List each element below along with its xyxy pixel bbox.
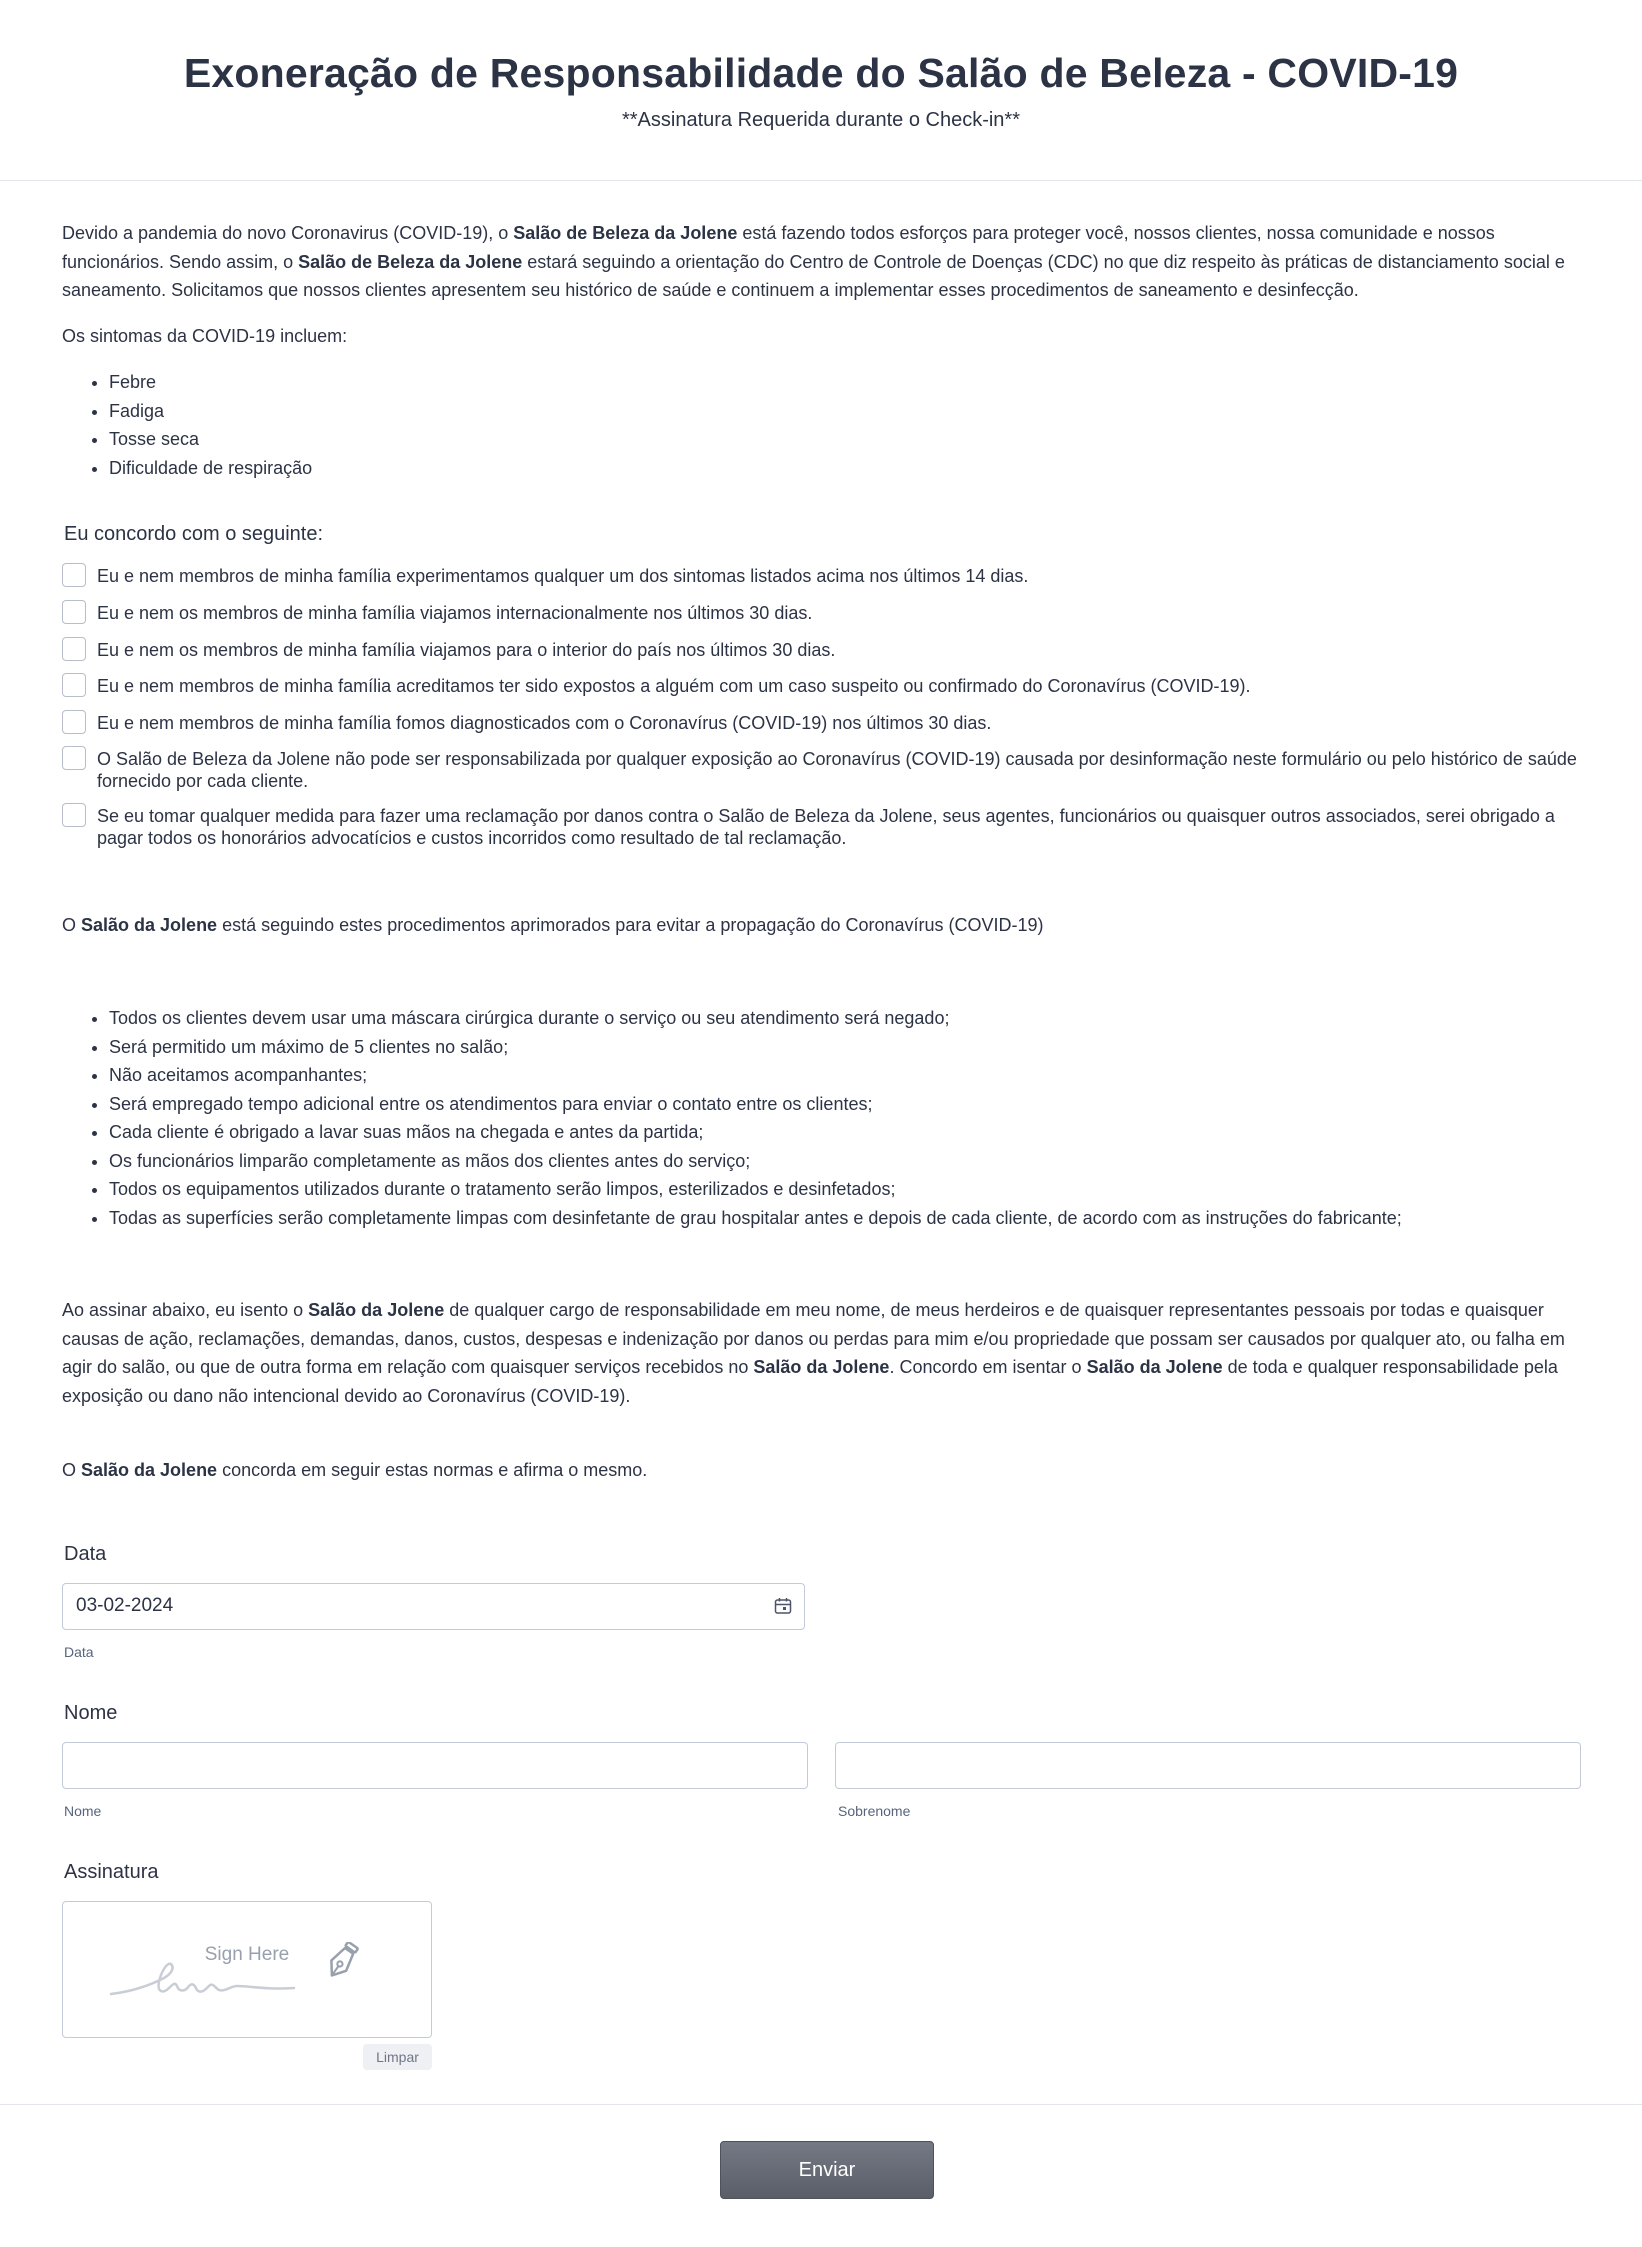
clear-signature-button[interactable]: Limpar (363, 2044, 432, 2070)
agreement-checkbox[interactable] (62, 637, 86, 661)
agreement-option-label[interactable]: Eu e nem membros de minha família fomos diagnosticados com o Coronavírus (COVID-19) nos últimos 30 dias. (97, 713, 992, 733)
symptoms-list (62, 368, 1582, 482)
agreement-option-label[interactable]: O Salão de Beleza da Jolene não pode ser responsabilizada por qualquer exposição ao Coronavírus (COVID-19) causada por desinformação neste formulário ou pelo histórico de saúde fornecido por cada cliente. (97, 749, 1577, 791)
affirm-text: concorda em seguir estas normas e afirma o mesmo. (217, 1460, 648, 1480)
agreement-option-label[interactable]: Eu e nem membros de minha família acreditamos ter sido expostos a alguém com um caso suspeito ou confirmado do Coronavírus (COVID-19). (97, 676, 1251, 696)
salon-name: Salão da Jolene (81, 1460, 218, 1480)
intro-text: estará seguindo a orientação do Centro de Controle de Doenças (CDC) no que diz respeito às práticas de distanciamento social e saneamento. Solicitamos que nossos clientes apresentem seu histórico de saúde e continuem a implementar esses procedimentos de saneamento e desinfecção. (62, 251, 1565, 300)
agreement-option-label[interactable]: Eu e nem membros de minha família experimentamos qualquer um dos sintomas listados acima nos últimos 14 dias. (97, 566, 1029, 586)
list-item: • Será permitido um máximo de 5 clientes no salão; (109, 1033, 1582, 1062)
date-value[interactable]: 03-02-2024 (76, 1595, 174, 1616)
list-item: • Todas as superfícies serão completamente limpas com desinfetante de grau hospitalar antes e depois de cada cliente, de acordo com as instruções do fabricante; (109, 1204, 1582, 1233)
list-item: • Dificuldade de respiração (109, 454, 1582, 483)
salon-name: Salão de Beleza da Jolene (513, 223, 738, 243)
procedures-intro (62, 911, 1582, 940)
name-label: Nome (64, 1702, 118, 1724)
signature-scribble-icon (109, 1942, 389, 2002)
agreement-checkbox[interactable] (62, 803, 86, 827)
date-input[interactable] (62, 1583, 805, 1630)
list-item: • Fadiga (109, 397, 1582, 426)
first-name-sublabel: Nome (64, 1803, 102, 1819)
submit-button[interactable]: Enviar (720, 2141, 934, 2199)
intro-paragraph (62, 219, 1582, 305)
form-footer (0, 2104, 1642, 2247)
agreement-option-label[interactable]: Se eu tomar qualquer medida para fazer uma reclamação por danos contra o Salão de Beleza da Jolene, seus agentes, funcionários ou quaisquer outros associados, serei obrigado a pagar todos os honorários advocatícios e custos incorridos como resultado de tal reclamação. (97, 806, 1555, 848)
list-item: • Os funcionários limparão completamente as mãos dos clientes antes do serviço; (109, 1147, 1582, 1176)
agreement-checkbox-row[interactable] (62, 639, 1582, 661)
release-paragraph (62, 1296, 1582, 1410)
agreement-checkbox-row[interactable] (62, 748, 1582, 792)
agreement-checkbox-row[interactable] (62, 565, 1582, 587)
intro-text: está fazendo todos esforços para proteger você, nossos clientes, nossa comunidade e nossos funcionários. Sendo assim, o (62, 223, 1495, 272)
intro-text: Devido a pandemia do novo Coronavirus (COVID-19), o (62, 223, 514, 243)
agreement-label: Eu concordo com o seguinte: (64, 523, 324, 545)
form-header (0, 0, 1642, 181)
list-item: • Tosse seca (109, 425, 1582, 454)
first-name-input[interactable] (62, 1742, 808, 1789)
list-item: • Todos os equipamentos utilizados durante o tratamento serão limpos, esterilizados e desinfetados; (109, 1175, 1582, 1204)
date-label: Data (64, 1543, 107, 1565)
salon-name: Salão da Jolene (753, 1357, 890, 1377)
list-item: • Será empregado tempo adicional entre os atendimentos para enviar o contato entre os clientes; (109, 1090, 1582, 1119)
agreement-checkbox[interactable] (62, 710, 86, 734)
procedures-list (62, 1004, 1582, 1232)
agreement-checkbox-row[interactable] (62, 675, 1582, 697)
signature-placeholder: Sign Here (204, 1944, 290, 1965)
list-item: • Febre (109, 368, 1582, 397)
salon-name: Salão da Jolene (308, 1300, 445, 1320)
last-name-sublabel: Sobrenome (838, 1803, 911, 1819)
calendar-icon[interactable] (774, 1597, 792, 1615)
agreement-checkbox-row[interactable] (62, 602, 1582, 624)
procedures-text: O (62, 915, 82, 935)
last-name-input[interactable] (835, 1742, 1581, 1789)
pen-icon (325, 1942, 361, 1981)
release-text: de qualquer cargo de responsabilidade em meu nome, de meus herdeiros e de quaisquer representantes pessoais por todas e quaisquer causas de ação, reclamações, demandas, danos, custos, despesas e indenização por danos ou perdas para mim e/ou propriedade que possam ser causados por qualquer ato, ou falha em agir do salão, ou que de outra forma em relação com quaisquer serviços recebidos no (62, 1300, 1565, 1377)
release-text: . Concordo em isentar o (889, 1357, 1087, 1377)
salon-name: Salão de Beleza da Jolene (298, 251, 523, 272)
release-text: de toda e qualquer responsabilidade pela exposição ou dano não intencional devido ao Coronavírus (COVID-19). (62, 1357, 1558, 1406)
salon-name: Salão da Jolene (1086, 1357, 1223, 1377)
agreement-checkbox-row[interactable] (62, 805, 1582, 849)
signature-pad[interactable] (62, 1901, 432, 2038)
symptoms-heading: Os sintomas da COVID-19 incluem: (62, 326, 348, 346)
salon-name: Salão da Jolene (81, 915, 218, 935)
release-text: Ao assinar abaixo, eu isento o (62, 1300, 309, 1320)
agreement-checkbox[interactable] (62, 673, 86, 697)
agreement-checkbox[interactable] (62, 600, 86, 624)
list-item: • Não aceitamos acompanhantes; (109, 1061, 1582, 1090)
page-subtitle: **Assinatura Requerida durante o Check-in** (621, 109, 1020, 131)
page-title: Exoneração de Responsabilidade do Salão de Beleza - COVID-19 (183, 50, 1459, 96)
affirm-paragraph (62, 1456, 1582, 1485)
agreement-checkbox[interactable] (62, 746, 86, 770)
signature-label: Assinatura (64, 1861, 159, 1883)
affirm-text: O (62, 1460, 82, 1480)
date-sublabel: Data (64, 1644, 94, 1660)
procedures-text: está seguindo estes procedimentos aprimorados para evitar a propagação do Coronavírus (COVID-19) (217, 915, 1044, 935)
agreement-option-label[interactable]: Eu e nem os membros de minha família viajamos internacionalmente nos últimos 30 dias. (97, 603, 813, 623)
list-item: • Cada cliente é obrigado a lavar suas mãos na chegada e antes da partida; (109, 1118, 1582, 1147)
list-item: • Todos os clientes devem usar uma máscara cirúrgica durante o serviço ou seu atendimento será negado; (109, 1004, 1582, 1033)
agreement-checkbox-row[interactable] (62, 712, 1582, 734)
agreement-checkbox[interactable] (62, 563, 86, 587)
agreement-option-label[interactable]: Eu e nem os membros de minha família viajamos para o interior do país nos últimos 30 dias. (97, 640, 836, 660)
